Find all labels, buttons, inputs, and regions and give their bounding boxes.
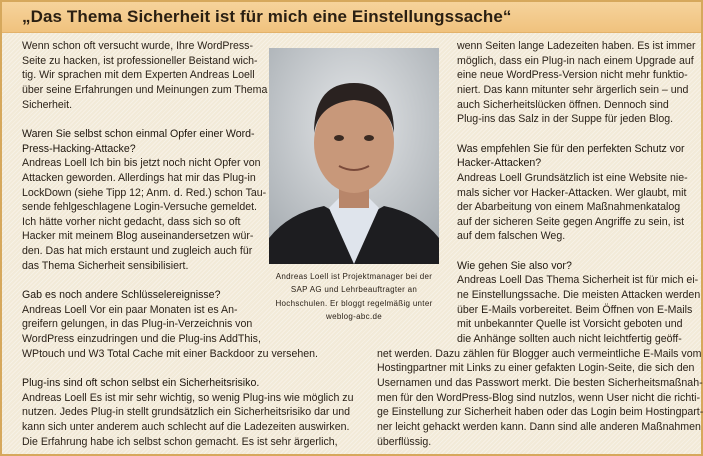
body-text-line: Plug-ins das Salz in der Suppe für jeden Blog.	[457, 113, 674, 126]
body-text-line: Hacker mit meinem Blog auseinandersetzen wür-	[22, 230, 254, 243]
body-text-line: auch Sicherheitslücken öffnen. Dennoch sind	[457, 98, 669, 111]
body-text-line: über seine Erfahrungen und Meinungen zum Thema	[22, 83, 268, 96]
interview-question-line: Was empfehlen Sie für den perfekten Schutz vor	[457, 142, 685, 155]
body-text-line: den. Das hat mich erstaunt und zugleich auch für	[22, 245, 253, 258]
body-text-line: Die Erfahrung habe ich selbst schon gemacht. Es ist sehr ärgerlich,	[22, 435, 338, 448]
caption-line: weblog-abc.de	[326, 311, 382, 321]
body-text-line: Ich hätte vorher nicht gedacht, dass sich so oft	[22, 215, 241, 228]
title-bar	[2, 2, 701, 33]
interview-question-line: Hacker-Attacken?	[457, 157, 542, 170]
body-text-line: Andreas Loell Vor ein paar Monaten ist es An-	[22, 303, 238, 316]
portrait-photo	[269, 48, 439, 264]
body-text-line: sende fehlgeschlagene Login-Versuche gemeldet.	[22, 201, 257, 214]
interview-question-line: Press-Hacking-Attacke?	[22, 142, 136, 155]
body-text-line: Attacken geworden. Allerdings hat mir das Plug-in	[22, 171, 256, 184]
body-text-line: auf dem falschen Weg.	[457, 230, 566, 243]
body-text-line: Andreas Loell Es ist mir sehr wichtig, so wenig Plug-ins wie möglich zu	[22, 391, 354, 404]
body-text-line: LockDown (siehe Tipp 12; Anm. d. Red.) schon Tau-	[22, 186, 267, 199]
body-text-line: die Anhänge sollten auch nicht leichtfertig geöff-	[457, 333, 682, 345]
body-text-line: Seite zu hacken, ist professioneller Beistand wich-	[22, 54, 258, 67]
interview-question-line: Wie gehen Sie also vor?	[457, 259, 572, 272]
caption-line: Andreas Loell ist Projektmanager bei der	[275, 272, 433, 281]
body-text-line: men für den WordPress-Blog sind nutzlos, wenn User nicht die richti-	[377, 391, 701, 404]
body-text-line: kann sich unter anderem auch schlecht auf die Ladezeiten auswirken.	[22, 420, 350, 433]
body-text-line: mals sicher vor Hacker-Attacken. Wer glaubt, mit	[457, 186, 687, 199]
interview-question-line: Waren Sie selbst schon einmal Opfer einer Word-	[22, 127, 255, 140]
interview-question-line: Plug-ins sind oft schon selbst ein Sicherheitsrisiko.	[22, 376, 260, 389]
body-text-line: möglich, dass ein Plug-in nach einem Upgrade auf	[457, 54, 694, 67]
body-text-line: der Abarbeitung von einem Maßnahmenkatalog	[457, 201, 681, 214]
body-text-line: tig. Wir sprachen mit dem Experten Andreas Loell	[22, 69, 255, 82]
body-text-line: das Thema Sicherheit sensibilisiert.	[22, 259, 189, 272]
body-text-line: Wenn schon oft versucht wurde, Ihre WordPress-	[22, 40, 254, 52]
body-text-line: net werden. Dazu zählen für Blogger auch vermeintliche E-Mails vom	[377, 347, 702, 360]
body-text-line: Andreas Loell Ich bin bis jetzt noch nicht Opfer von	[22, 157, 261, 170]
body-text-line: eine neue WordPress-Version nicht mehr funktio-	[457, 69, 688, 82]
body-text-line: WPtouch und W3 Total Cache mit einer Backdoor zu versehen.	[22, 347, 318, 360]
body-text-line: greifern gelungen, in das Plug-in-Verzeichnis von	[22, 318, 253, 331]
body-text-line: Hostingpartner mit Links zu einer gefakten Login-Seite, die sich den	[377, 362, 695, 375]
body-text-line: ge Einstellung zur Sicherheit haben oder das Login beim Hostingpart-	[377, 406, 703, 419]
body-text-line: über E-Mails vorbereitet. Beim Öffnen von E-Mails	[457, 303, 693, 316]
body-text-line: Usernamen und das Passwort merkt. Die besten Sicherheitsmaßnah-	[377, 376, 703, 389]
body-text-line: mit unbekannter Quelle ist Vorsicht geboten und	[457, 318, 683, 331]
caption-line: Hochschulen. Er bloggt regelmäßig unter	[275, 298, 433, 308]
body-text-line: Andreas Loell Grundsätzlich ist eine Website nie-	[457, 171, 688, 184]
body-text-line: niert. Das kann mitunter sehr ärgerlich sein – und	[457, 83, 689, 96]
body-text-line: überflüssig.	[377, 435, 432, 448]
body-text-line: wenn Seiten lange Ladezeiten haben. Es ist immer	[457, 40, 696, 52]
body-text-line: WordPress einzudringen und die Plug-ins AddThis,	[22, 333, 261, 345]
article-title: „Das Thema Sicherheit ist für mich eine Einstellungssache“	[22, 7, 512, 26]
body-text-line: Andreas Loell Das Thema Sicherheit ist für mich ei-	[457, 274, 699, 287]
body-text-line: Sicherheit.	[22, 98, 73, 111]
body-text-line: ner leicht gehackt werden kann. Dann sind alle anderen Maßnahmen	[377, 420, 701, 433]
body-text-line: nutzen. Jedes Plug-in stellt grundsätzlich ein Sicherheitsrisiko dar und	[22, 406, 350, 419]
body-text-line: ne Einstellungssache. Die meisten Attacken werden	[457, 289, 701, 302]
caption-line: SAP AG und Lehrbeauftragter an	[290, 285, 418, 295]
body-text-line: auf der sicheren Seite gegen Angriffe zu sein, ist	[457, 215, 685, 228]
interview-question-line: Gab es noch andere Schlüsselereignisse?	[22, 289, 221, 302]
portrait-image	[269, 48, 439, 264]
